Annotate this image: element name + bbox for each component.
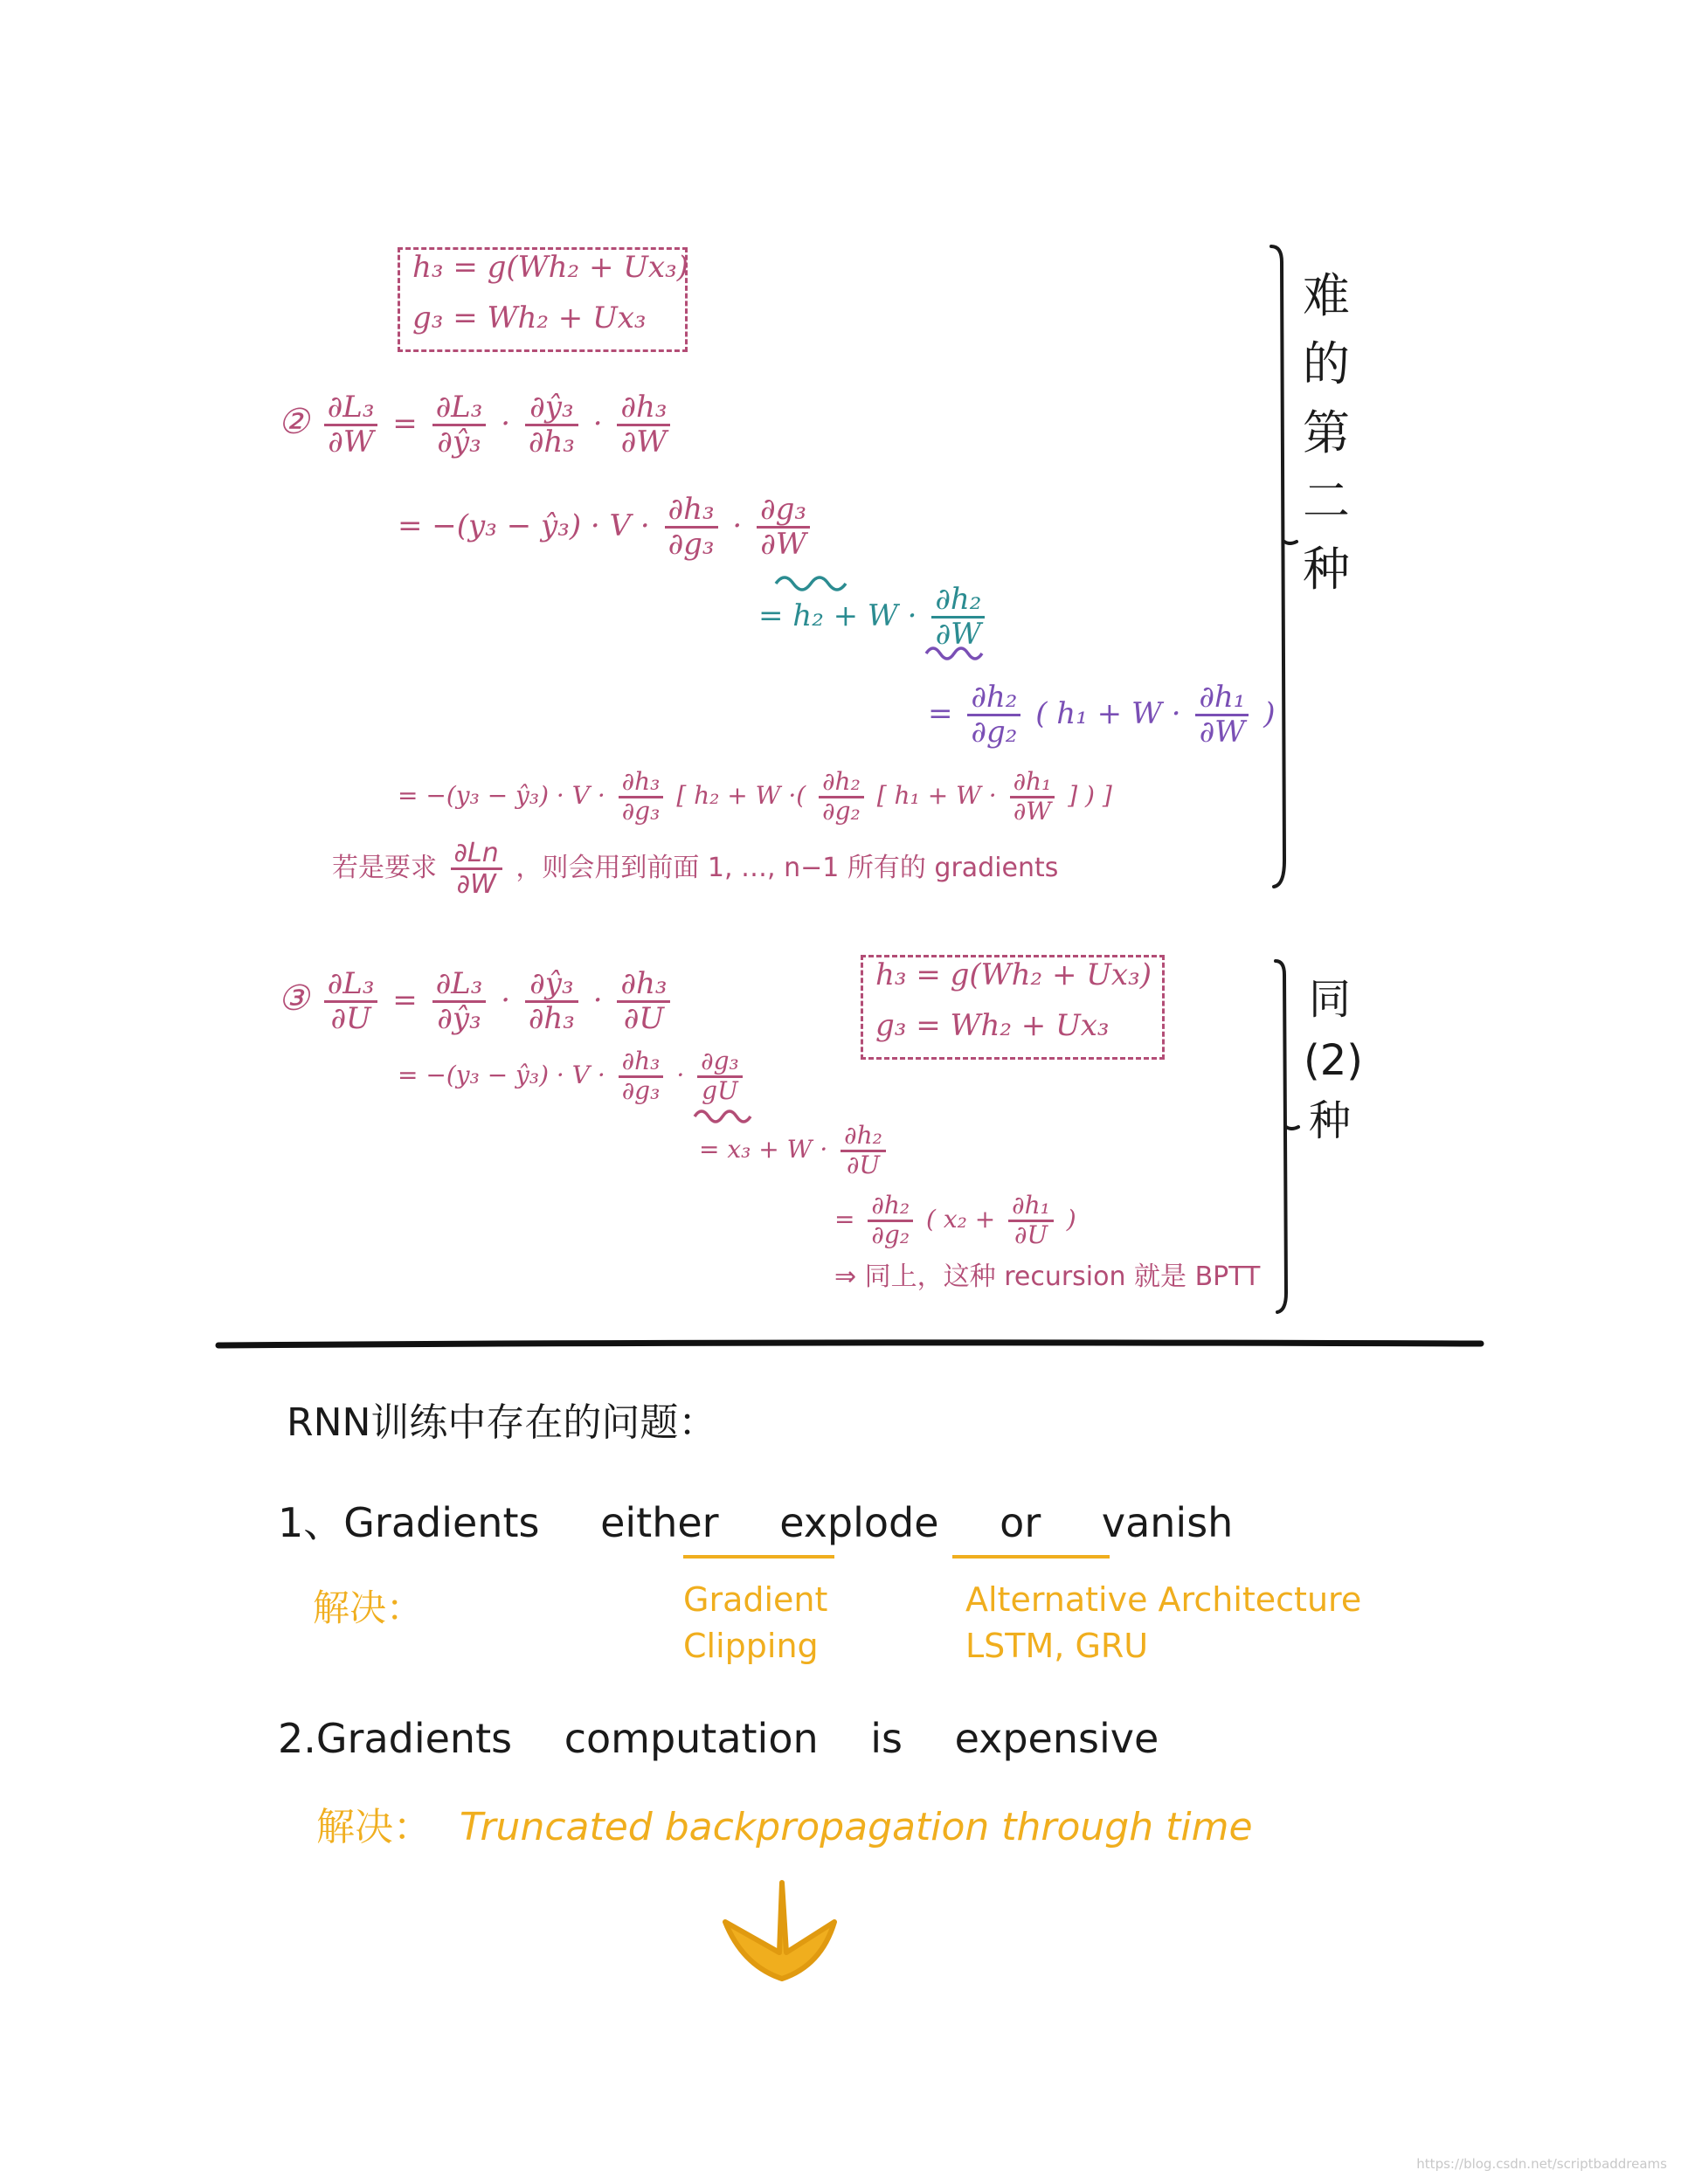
fraction: $\frac{\text{∂h₂}}{\text{∂g₂}}$ (967, 681, 1020, 750)
fraction: $\frac{\text{∂h₁}}{\partial U}$ (1008, 1192, 1054, 1249)
expansion-row-3: = $\frac{\text{∂h₂}}{\text{∂g₂}}$ ( h₁ + W · $\frac{\text{∂h₁}}{\partial W}$ ) (928, 680, 1276, 750)
box-line-1: h₃ = g(Wh₂ + Ux₃) (875, 957, 1152, 992)
gradient-w-equation: ② $\frac{\text{∂L₃}}{\partial W}$ = $\frac{\text{∂L₃}}{\text{∂ŷ₃}}$ · $\frac{\text{∂ŷ₃}}{\text{∂h₃}}$ · $\frac{\text{∂h₃}}{\partial W}$ (278, 391, 675, 460)
fraction: $\frac{\text{∂L₃}}{\text{∂ŷ₃}}$ (432, 968, 487, 1036)
fraction: $\frac{\text{∂g₃}}{\partial W}$ (757, 494, 810, 562)
circled-marker: ② (278, 401, 309, 442)
right-brace (1276, 961, 1298, 1312)
solution-1-label: 解决： (313, 1586, 424, 1629)
fraction: $\frac{\text{∂h₃}}{\partial U}$ (617, 968, 670, 1036)
fraction: $\frac{\text{∂h₁}}{\partial W}$ (1010, 769, 1055, 826)
problem-1: 1、Gradients either explode or vanish (278, 1499, 1234, 1546)
watermark: https://blog.csdn.net/scriptbaddreams (1416, 2156, 1667, 2172)
fraction: $\frac{\text{∂h₂}}{\partial U}$ (841, 1123, 886, 1179)
fraction: $\frac{\text{∂h₃}}{\partial W}$ (617, 391, 670, 460)
expansion-row-3: = $\frac{\text{∂h₂}}{\text{∂g₂}}$ ( x₂ + $\frac{\text{∂h₁}}{\partial U}$ ) (834, 1191, 1076, 1249)
fraction: $\frac{\text{∂h₂}}{\text{∂g₂}}$ (868, 1192, 913, 1249)
solution-2: 解决： Truncated backpropagation through time (316, 1805, 1253, 1849)
combined-expansion: = −(y₃ − ŷ₃) · V · $\frac{\text{∂h₃}}{\text{∂g₃}}$ [ h₂ + W ·( $\frac{\text{∂h₂}}{\text{∂g₂}}$ [ h₁ + W · $\frac{\text{∂h₁}}{\partial W}$ ] ) ] (398, 767, 1112, 826)
problems-heading: RNN训练中存在的问题： (287, 1400, 717, 1445)
wavy-underbrace (776, 577, 846, 590)
expansion-row-2: = h₂ + W · $\frac{\text{∂h₂}}{\partial W}$ (758, 584, 990, 652)
down-arrow-icon (725, 1883, 834, 1979)
wavy-underbrace (695, 1111, 751, 1122)
solution-gradient-clipping: Gradient Clipping (683, 1580, 828, 1666)
fraction: $\frac{\text{∂h₃}}{\text{∂g₃}}$ (619, 1048, 664, 1105)
expansion-row-2: = x₃ + W · $\frac{\text{∂h₂}}{\partial U}$ (699, 1123, 891, 1179)
fraction: $\frac{\text{∂L₃}}{\text{∂ŷ₃}}$ (432, 391, 487, 460)
solution-alt-architecture: Alternative Architecture LSTM, GRU (965, 1580, 1362, 1666)
fraction: $\frac{\text{∂h₁}}{\partial W}$ (1195, 681, 1249, 750)
fraction: $\frac{\text{∂h₂}}{\partial W}$ (931, 584, 985, 652)
box-line-2: g₃ = Wh₂ + Ux₃ (412, 301, 647, 335)
problem-2: 2.Gradients computation is expensive (278, 1715, 1159, 1762)
brace-label-hard-second: 难的第二种 (1303, 268, 1350, 598)
box-line-1: h₃ = g(Wh₂ + Ux₃) (412, 250, 688, 285)
bptt-conclusion: ⇒ 同上，这种 recursion 就是 BPTT (834, 1261, 1261, 1292)
box-line-2: g₃ = Wh₂ + Ux₃ (875, 1008, 1110, 1043)
brace-label-same-as-2: 同(2)种 (1304, 975, 1363, 1146)
right-brace (1271, 246, 1297, 887)
fraction: $\frac{\text{∂ŷ₃}}{\text{∂h₃}}$ (525, 391, 578, 460)
fraction: $\frac{\text{∂g₃}}{gU}$ (697, 1048, 743, 1105)
recursion-note: 若是要求 $\frac{\partial Ln}{\partial W}$ ，则会用到前面 1, …, n−1 所有的 gradients (332, 838, 1059, 900)
divider-line (218, 1343, 1481, 1345)
fraction: $\frac{\partial Ln}{\partial W}$ (451, 839, 502, 899)
fraction: $\frac{\text{∂h₃}}{\text{∂g₃}}$ (665, 494, 718, 562)
expansion-row-1: = −(y₃ − ŷ₃) · V · $\frac{\text{∂h₃}}{\text{∂g₃}}$ · $\frac{\text{∂g₃}}{\partial W}$ (398, 494, 815, 562)
fraction: $\frac{\text{∂h₂}}{\text{∂g₂}}$ (819, 769, 864, 826)
expansion-row-1: = −(y₃ − ŷ₃) · V · $\frac{\text{∂h₃}}{\text{∂g₃}}$ · $\frac{\text{∂g₃}}{gU}$ (398, 1048, 748, 1105)
wavy-underbrace (926, 648, 982, 659)
fraction: $\frac{\text{∂h₃}}{\text{∂g₃}}$ (619, 769, 664, 826)
fraction: $\frac{\text{∂L₃}}{\partial W}$ (324, 391, 378, 460)
circled-marker: ③ (278, 978, 309, 1019)
fraction: $\frac{\text{∂ŷ₃}}{\text{∂h₃}}$ (525, 968, 578, 1036)
gradient-u-equation: ③ $\frac{\text{∂L₃}}{\partial U}$ = $\frac{\text{∂L₃}}{\text{∂ŷ₃}}$ · $\frac{\text{∂ŷ₃}}{\text{∂h₃}}$ · $\frac{\text{∂h₃}}{\partial U}$ (278, 968, 675, 1036)
fraction: $\frac{\text{∂L₃}}{\partial U}$ (324, 968, 378, 1036)
